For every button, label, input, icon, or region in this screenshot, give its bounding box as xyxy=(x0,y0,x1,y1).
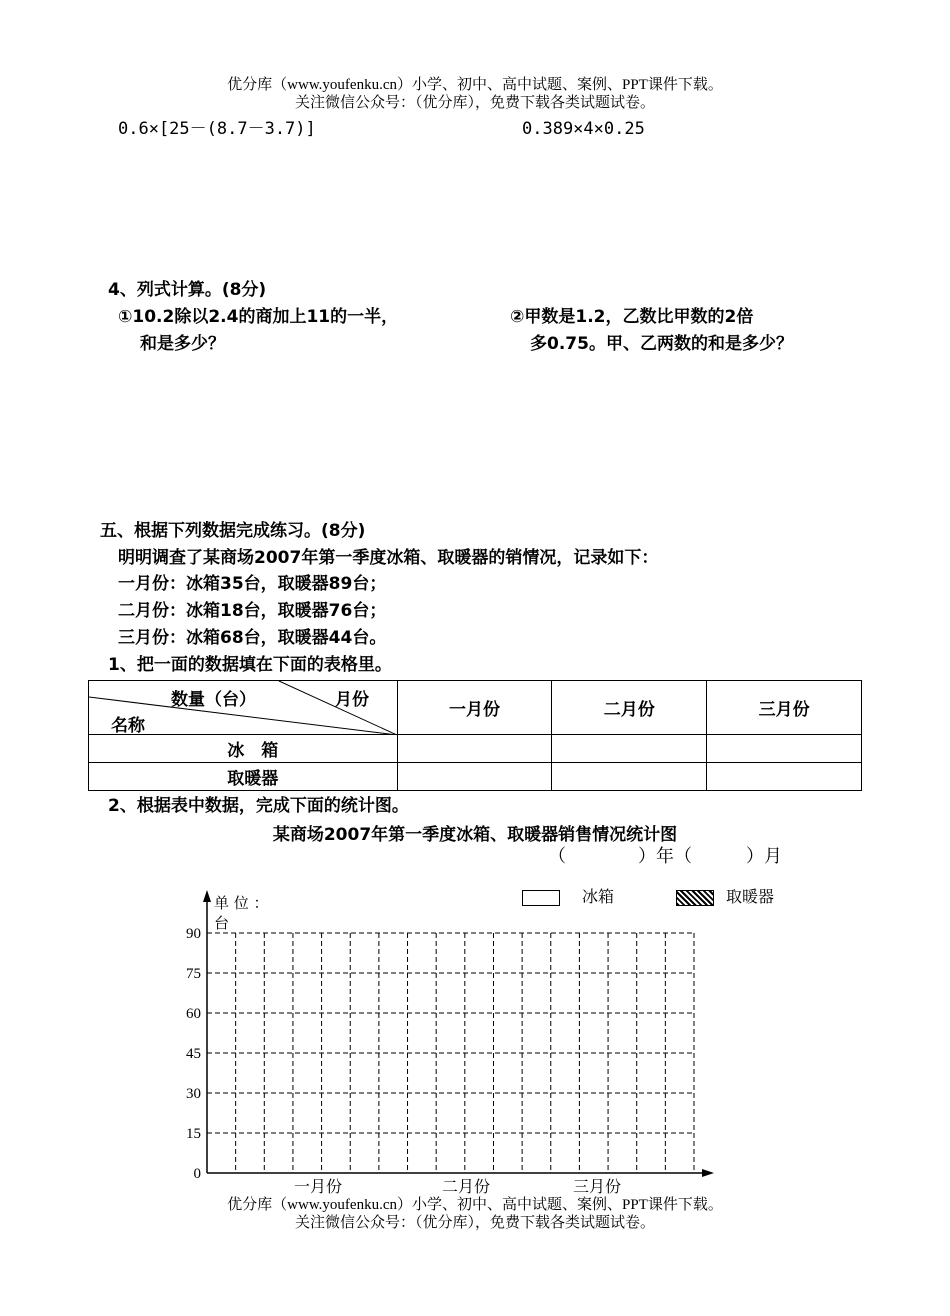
q4-title: 4、列式计算。(8分) xyxy=(108,280,267,300)
chart-grid xyxy=(207,933,694,1173)
q5-data-line: 三月份：冰箱68台，取暖器44台。 xyxy=(118,628,387,648)
y-tick-label: 30 xyxy=(186,1086,201,1102)
chart-date-blank: （ ）年（ ）月 xyxy=(548,846,782,867)
row-name-fridge: 冰 箱 xyxy=(227,741,279,761)
q4-part2-line2: 多0.75。甲、乙两数的和是多少？ xyxy=(530,334,793,354)
q4-part1-line1: ①10.2除以2.4的商加上11的一半， xyxy=(118,307,399,327)
x-axis-arrow xyxy=(702,1169,714,1177)
q5-data-line: 二月份：冰箱18台，取暖器76台； xyxy=(118,601,387,621)
legend-label-heater: 取暖器 xyxy=(726,887,775,906)
table-corner-name: 名称 xyxy=(111,716,145,736)
footer-line-1: 优分库（www.youfenku.cn）小学、初中、高中试题、案例、PPT课件下载。 xyxy=(227,1197,723,1213)
calc-expression-1: 0.6×[25－(8.7－3.7)] xyxy=(118,119,316,139)
y-axis-unit-label: 台 xyxy=(214,914,230,932)
y-tick-labels xyxy=(186,926,201,1182)
q5-task2: 2、根据表中数据，完成下面的统计图。 xyxy=(108,796,409,816)
header-line-2: 关注微信公众号：（优分库），免费下载各类试题试卷。 xyxy=(294,95,655,111)
table-corner-month: 月份 xyxy=(335,690,369,710)
y-tick-label: 45 xyxy=(186,1046,201,1062)
q5-intro: 明明调查了某商场2007年第一季度冰箱、取暖器的销情况，记录如下： xyxy=(118,548,659,568)
q5-task1: 1、把一面的数据填在下面的表格里。 xyxy=(108,655,392,675)
footer-line-2: 关注微信公众号：（优分库），免费下载各类试题试卷。 xyxy=(294,1215,655,1231)
x-category-label: 二月份 xyxy=(441,1177,491,1196)
y-tick-label: 90 xyxy=(186,926,201,942)
y-axis-unit-label: 单 位 ： xyxy=(214,894,269,912)
y-tick-label: 60 xyxy=(186,1006,201,1022)
y-axis-arrow xyxy=(203,890,211,902)
q5-title: 五、根据下列数据完成练习。(8分) xyxy=(100,521,366,541)
q4-part2-line1: ②甲数是1.2，乙数比甲数的2倍 xyxy=(510,307,754,327)
row-name-heater: 取暖器 xyxy=(227,769,279,789)
table-col-header: 三月份 xyxy=(707,681,862,735)
table-corner-quantity: 数量（台） xyxy=(171,690,256,710)
calc-expression-2: 0.389×4×0.25 xyxy=(522,119,645,139)
y-tick-label: 15 xyxy=(186,1126,201,1142)
x-category-label: 三月份 xyxy=(572,1177,622,1196)
x-category-label: 一月份 xyxy=(293,1177,343,1196)
q5-data-line: 一月份：冰箱35台，取暖器89台； xyxy=(118,574,387,594)
table-col-header: 二月份 xyxy=(552,681,707,735)
y-tick-label: 0 xyxy=(193,1166,201,1182)
q4-part1-line2: 和是多少？ xyxy=(140,334,225,354)
header-line-1: 优分库（www.youfenku.cn）小学、初中、高中试题、案例、PPT课件下载。 xyxy=(227,77,723,93)
x-category-labels xyxy=(294,1177,621,1196)
chart-title: 某商场2007年第一季度冰箱、取暖器销售情况统计图 xyxy=(272,825,678,845)
y-tick-label: 75 xyxy=(186,966,201,982)
legend-label-fridge: 冰箱 xyxy=(582,887,615,906)
table-col-header: 一月份 xyxy=(397,681,552,735)
